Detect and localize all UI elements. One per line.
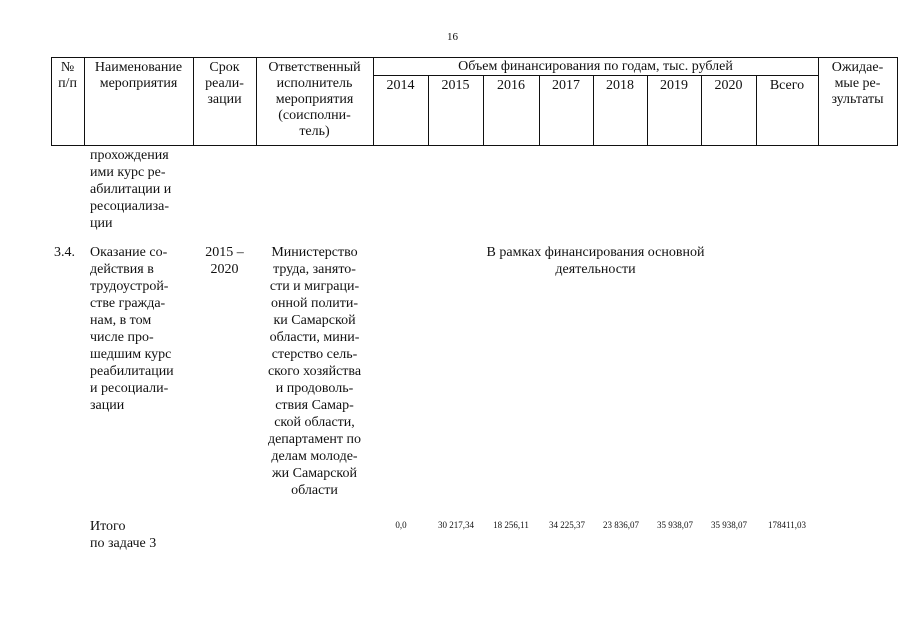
- total-all: 178411,03: [768, 520, 806, 530]
- row-activity-name: Оказание со- действия в трудоустрой- стве гражда- нам, в том числе про- шедшим курс реабилитации и ресоциали- зации: [90, 245, 174, 413]
- header-term: Срок реали- зации: [205, 60, 244, 107]
- header-executor: Ответственный исполнитель мероприятия (соисполни- тель): [268, 60, 361, 139]
- total-2016: 18 256,11: [493, 520, 529, 530]
- total-2018: 23 836,07: [603, 520, 639, 530]
- header-year-2014: 2014: [386, 78, 415, 93]
- header-year-2019: 2019: [660, 78, 688, 93]
- row-term: 2015 – 2020: [205, 245, 244, 277]
- total-2014: 0,0: [395, 520, 407, 530]
- continuation-text: прохождения ими курс ре- абилитации и ресоциализа- ции: [90, 148, 172, 231]
- header-year-2015: 2015: [441, 78, 470, 93]
- header-funding: Объем финансирования по годам, тыс. рублей: [458, 59, 733, 74]
- header-year-2020: 2020: [714, 78, 743, 93]
- header-name: Наименование мероприятия: [94, 60, 183, 91]
- total-2020: 35 938,07: [711, 520, 747, 530]
- header-num: № п/п: [58, 60, 77, 91]
- total-2015: 30 217,34: [438, 520, 474, 530]
- total-label: Итого по задаче 3: [90, 519, 157, 551]
- page-number: 16: [447, 31, 458, 43]
- total-2019: 35 938,07: [657, 520, 693, 530]
- total-2017: 34 225,37: [549, 520, 585, 530]
- header-total: Всего: [769, 78, 805, 93]
- header-year-2017: 2017: [552, 78, 580, 93]
- header-year-2018: 2018: [606, 78, 634, 93]
- row-executor: Министерство труда, занято- сти и миграци- онной полити- ки Самарской области, мини- стерство сель- ского хозяйства и продоволь- ствия Самар- ской области, департамент по делам молоде- жи Самарской области: [267, 245, 362, 498]
- row-number: 3.4.: [54, 245, 75, 260]
- header-year-2016: 2016: [497, 78, 525, 93]
- row-funding-note: В рамках финансирования основной деятельности: [486, 245, 705, 277]
- header-results: Ожидае- мые ре- зультаты: [831, 60, 884, 107]
